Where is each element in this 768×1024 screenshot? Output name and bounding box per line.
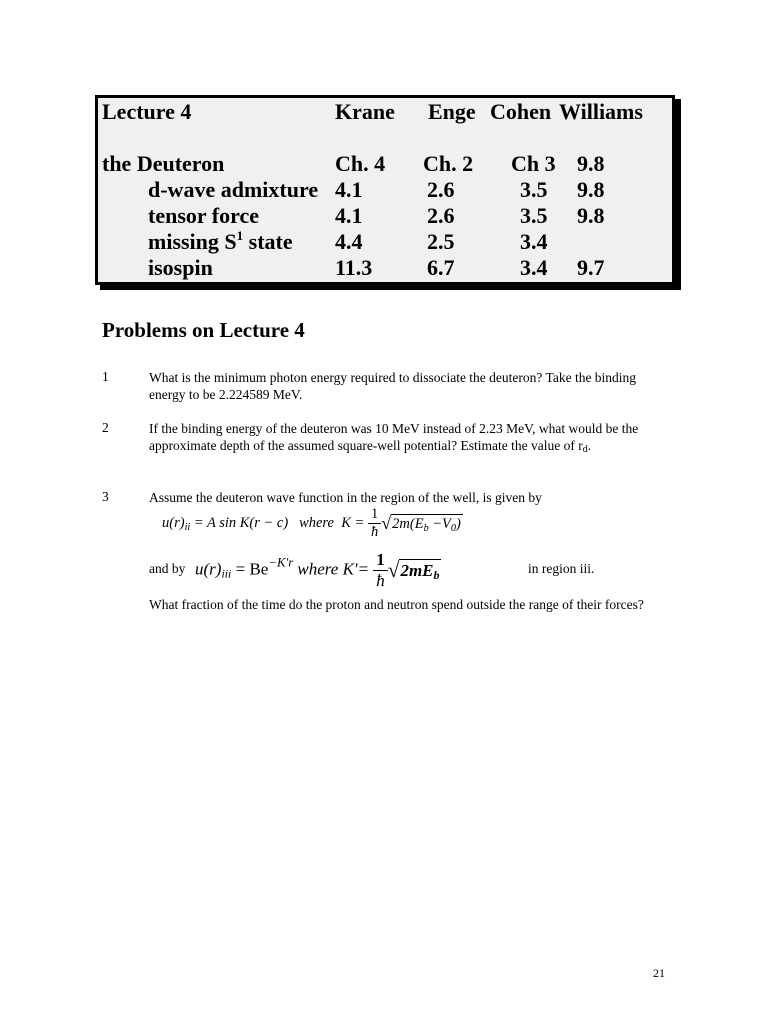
row-cohen: 3.5 — [520, 177, 548, 202]
page-number: 21 — [653, 966, 665, 980]
row-krane: Ch. 4 — [335, 151, 386, 176]
row-krane: 4.4 — [335, 229, 363, 254]
row-topic: tensor force — [148, 203, 259, 228]
row-williams: 9.8 — [577, 177, 605, 202]
equation-region-ii: $u(r)_{ii} = A$ sin K(r − c) where K = $\frac{1}{ħ}$ $√2m(E_b -V_0)$ — [162, 506, 461, 540]
row-williams: 9.8 — [577, 203, 605, 228]
row-williams: 9.8 — [577, 151, 605, 176]
row-krane: 4.1 — [335, 177, 363, 202]
row-cohen: 3.4 — [520, 229, 548, 254]
row-enge: 6.7 — [427, 255, 455, 280]
problem-text: What is the minimum photon energy required to dissociate the deuteron? Take the binding energy to be 2.224589 MeV. — [149, 370, 637, 402]
row-enge: 2.6 — [427, 177, 455, 202]
row-krane: 4.1 — [335, 203, 363, 228]
problem-number: 3 — [102, 489, 109, 504]
header-krane: Krane — [335, 99, 395, 124]
row-krane: 11.3 — [335, 255, 373, 280]
eq2-prefix: and by — [149, 561, 186, 576]
row-cohen: 3.5 — [520, 203, 548, 228]
row-enge: Ch. 2 — [423, 151, 474, 176]
problem-text: Assume the deuteron wave function in the region of the well, is given by — [149, 490, 542, 505]
header-williams: Williams — [559, 99, 643, 124]
row-enge: 2.6 — [427, 203, 455, 228]
row-cohen: Ch 3 — [511, 151, 556, 176]
header-enge: Enge — [428, 99, 476, 124]
row-topic: d-wave admixture — [148, 177, 319, 202]
equation-region-iii: $u(r)iii = Be^{-K'r}$ where K'= $\frac{1}{ħ}$ √2mEb — [195, 550, 440, 590]
row-enge: 2.5 — [427, 229, 455, 254]
problems-title: Problems on Lecture 4 — [102, 318, 305, 342]
row-cohen: 3.4 — [520, 255, 548, 280]
problem-number: 2 — [102, 420, 109, 435]
problem-number: 1 — [102, 369, 109, 384]
row-williams: 9.7 — [577, 255, 605, 280]
header-lecture: Lecture 4 — [102, 99, 192, 124]
problem-3-followup: What fraction of the time do the proton and neutron spend outside the range of their forces? — [149, 597, 644, 612]
row-topic: the Deuteron — [102, 151, 225, 176]
eq2-suffix: in region iii. — [528, 561, 595, 576]
row-topic: missing $S^1$ state — [148, 228, 293, 254]
problem-text: If the binding energy of the deuteron was 10 MeV instead of 2.23 MeV, what would be the approximate depth of the assumed square-well potential? Estimate the value of $r_d$. — [149, 421, 639, 455]
header-cohen: Cohen — [490, 99, 552, 124]
row-topic: isospin — [148, 255, 213, 280]
